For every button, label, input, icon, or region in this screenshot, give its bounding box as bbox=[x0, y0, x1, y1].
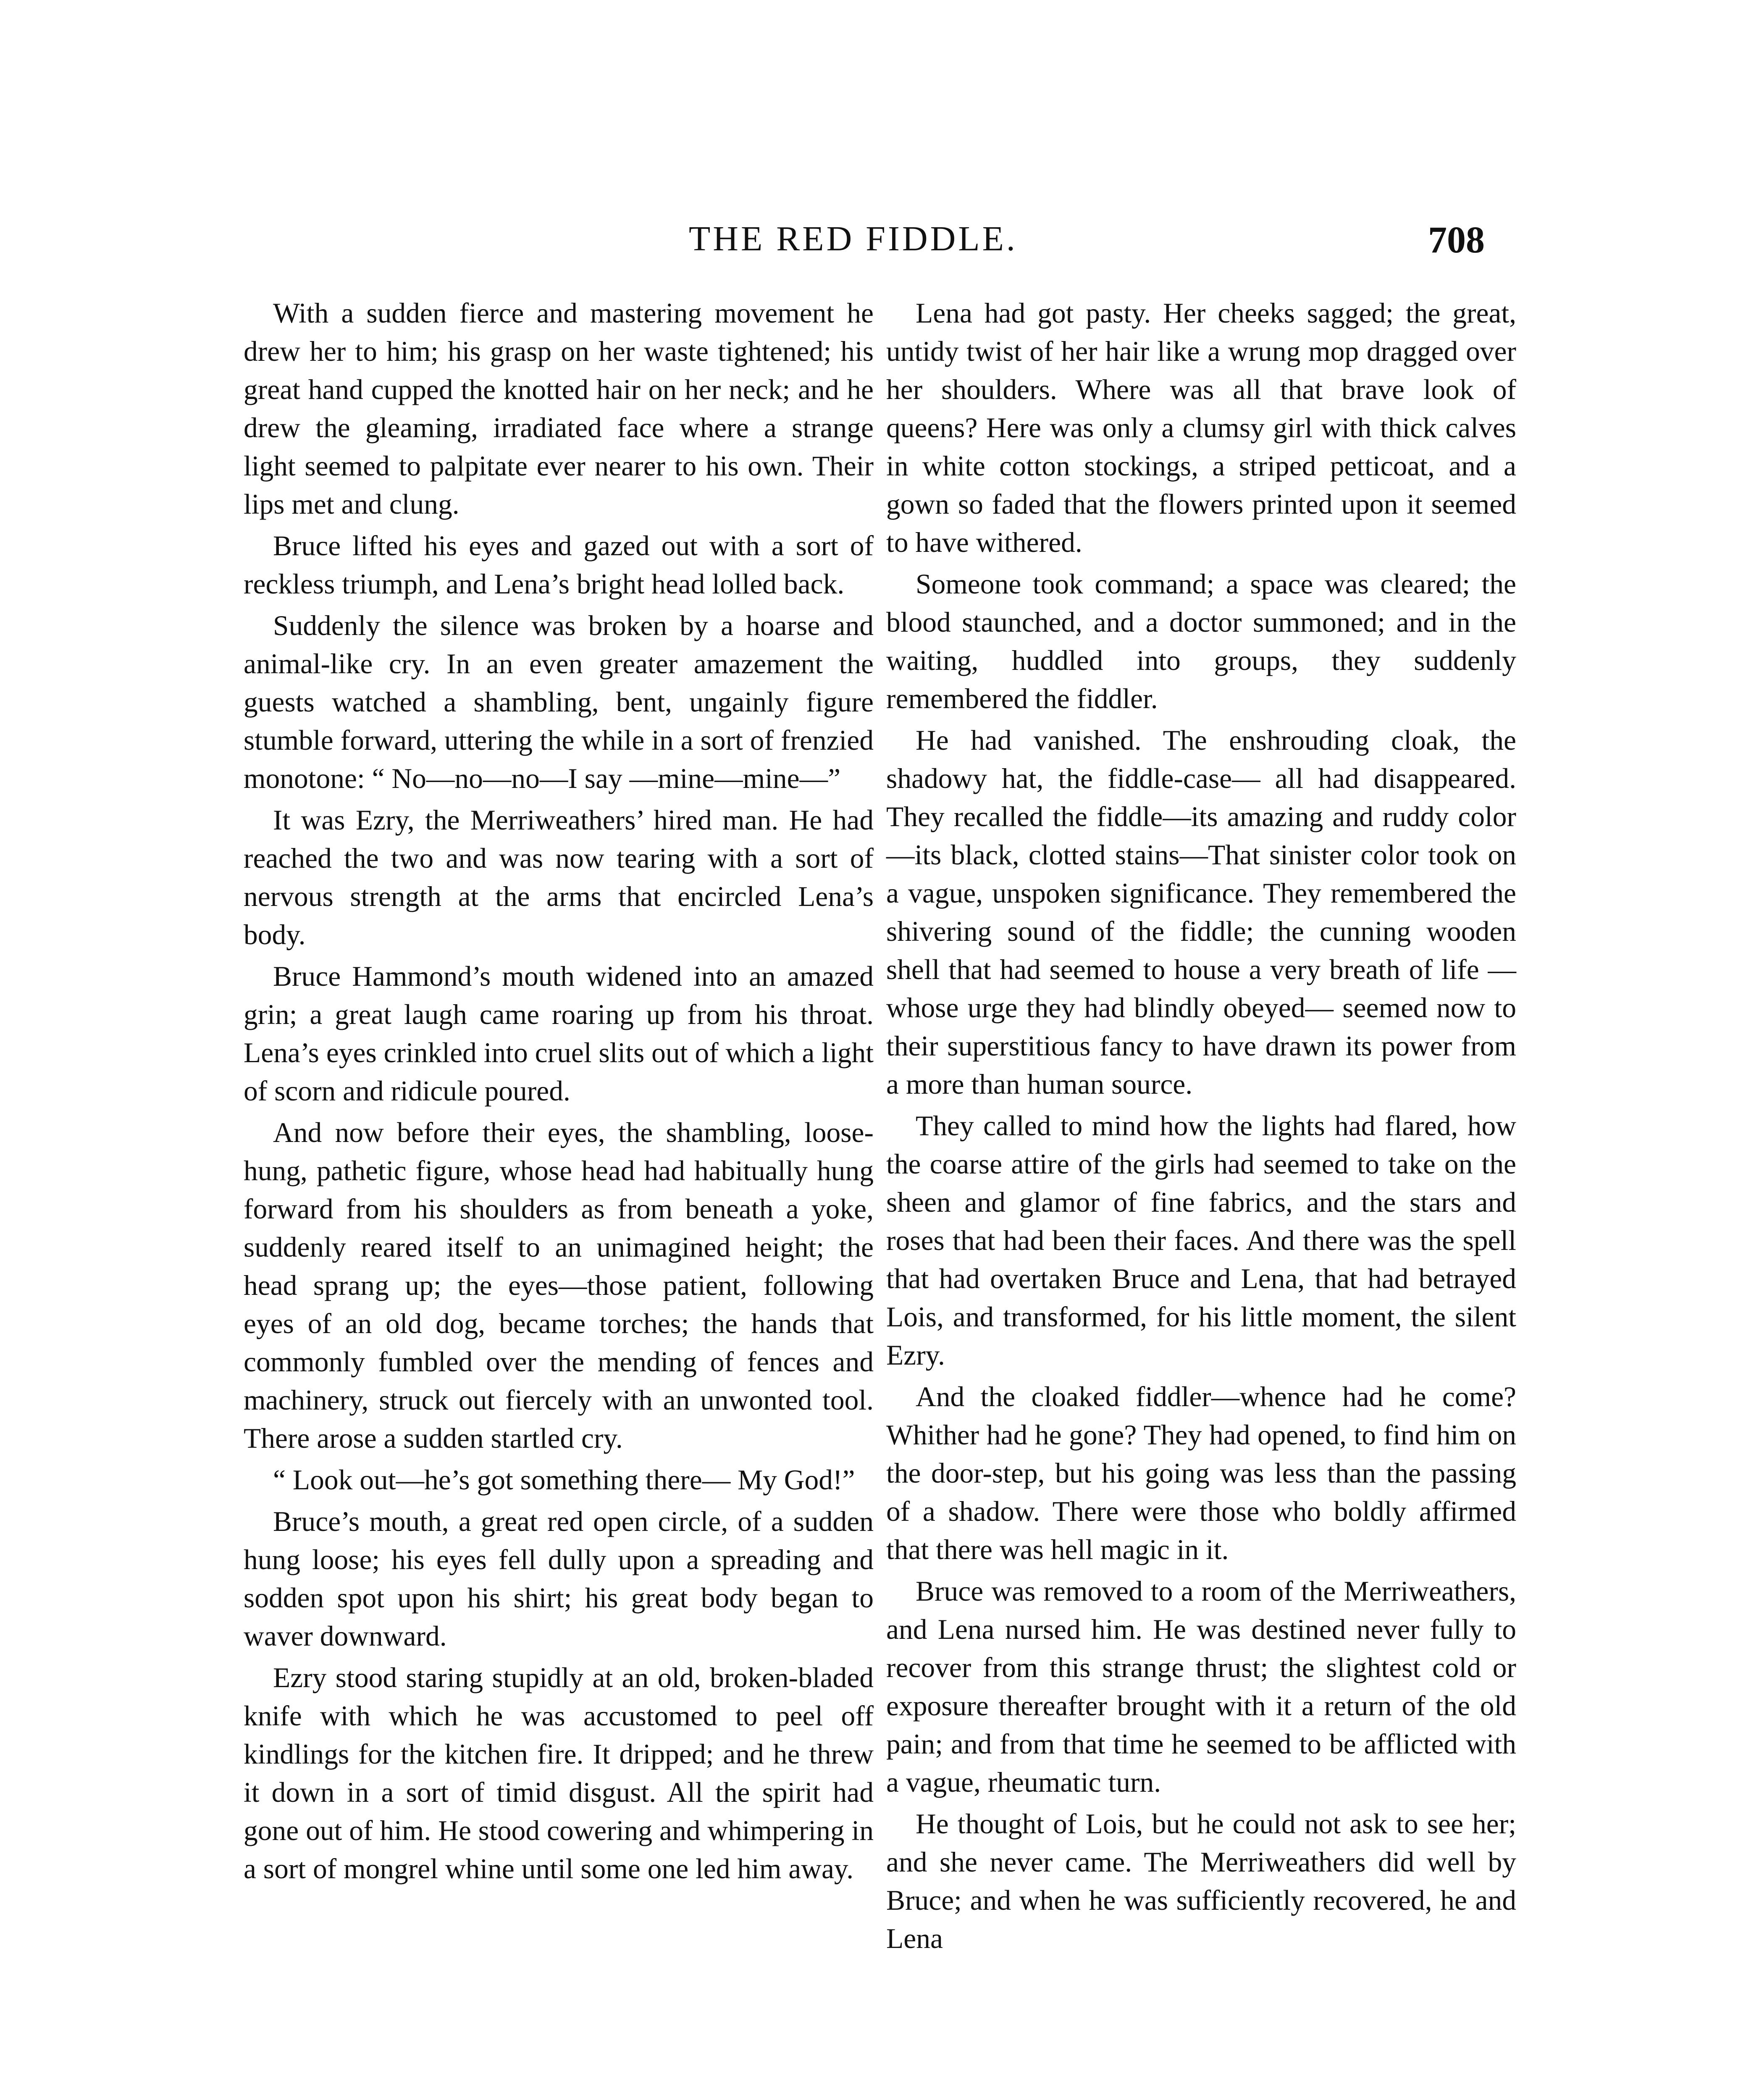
paragraph: He thought of Lois, but he could not ask to see her; and she never came. The Merriweathers did well by Bruce; and when he was sufficiently recovered, he and Lena bbox=[886, 1808, 1516, 1954]
paragraph: They called to mind how the lights had flared, how the coarse attire of the girls had seemed to take on the sheen and glamor of fine fabrics, and the stars and roses that had been their faces. And there was the spell that had overtaken Bruce and Lena, that had betrayed Lois, and transformed, for his little moment, the silent Ezry. bbox=[886, 1110, 1516, 1371]
paragraph: And now before their eyes, the shambling, loose-hung, pathetic figure, whose head had habitually hung forward from his shoulders as from beneath a yoke, suddenly reared itself to an unimagined height; the head sprang up; the eyes—those patient, following eyes of an old dog, became torches; the hands that commonly fumbled over the mending of fences and machinery, struck out fiercely with an unwonted tool. There arose a sudden startled cry. bbox=[244, 1117, 874, 1454]
paragraph: Bruce was removed to a room of the Merriweathers, and Lena nursed him. He was destined never fully to recover from this strange thrust; the slightest cold or exposure thereafter brought with it a return of the old pain; and from that time he seemed to be afflicted with a vague, rheumatic turn. bbox=[886, 1575, 1516, 1798]
paragraph: Ezry stood staring stupidly at an old, broken-bladed knife with which he was accustomed to peel off kindlings for the kitchen fire. It dripped; and he threw it down in a sort of timid disgust. All the spirit had gone out of him. He stood cowering and whimpering in a sort of mongrel whine until some one led him away. bbox=[244, 1662, 874, 1885]
right-column bbox=[886, 294, 1516, 1961]
paragraph: “ Look out—he’s got something there— My God!” bbox=[273, 1464, 855, 1496]
paragraph: Bruce Hammond’s mouth widened into an amazed grin; a great laugh came roaring up from his throat. Lena’s eyes crinkled into cruel slits out of which a light of scorn and ridicule poured. bbox=[244, 961, 874, 1107]
paragraph: Bruce lifted his eyes and gazed out with a sort of reckless triumph, and Lena’s bright head lolled back. bbox=[244, 530, 874, 600]
running-header bbox=[0, 218, 1738, 265]
paragraph: Suddenly the silence was broken by a hoarse and animal-like cry. In an even greater amazement the guests watched a shambling, bent, ungainly figure stumble forward, uttering the while in a sort of frenzied monotone: “ No—no—no—I say —mine—mine—” bbox=[244, 610, 874, 794]
paragraph: Bruce’s mouth, a great red open circle, of a sudden hung loose; his eyes fell dully upon a spreading and sodden spot upon his shirt; his great body began to waver downward. bbox=[244, 1506, 874, 1652]
paragraph: It was Ezry, the Merriweathers’ hired man. He had reached the two and was now tearing with a sort of nervous strength at the arms that encircled Lena’s body. bbox=[244, 804, 874, 950]
paragraph: Someone took command; a space was cleared; the blood staunched, and a doctor summoned; and in the waiting, huddled into groups, they suddenly remembered the fiddler. bbox=[886, 568, 1516, 714]
left-column bbox=[244, 294, 874, 1891]
running-title: THE RED FIDDLE. bbox=[689, 219, 1018, 258]
paragraph: And the cloaked fiddler—whence had he come? Whither had he gone? They had opened, to find him on the door-step, but his going was less than the passing of a shadow. There were those who boldly affirmed that there was hell magic in it. bbox=[886, 1381, 1516, 1565]
paragraph: Lena had got pasty. Her cheeks sagged; the great, untidy twist of her hair like a wrung mop dragged over her shoulders. Where was all that brave look of queens? Here was only a clumsy girl with thick calves in white cotton stockings, a striped petticoat, and a gown so faded that the flowers printed upon it seemed to have withered. bbox=[886, 297, 1516, 558]
page-number: 708 bbox=[1428, 219, 1485, 261]
paragraph: He had vanished. The enshrouding cloak, the shadowy hat, the fiddle-case— all had disappeared. They recalled the fiddle—its amazing and ruddy color—its black, clotted stains—That sinister color took on a vague, unspoken significance. They remembered the shivering sound of the fiddle; the cunning wooden shell that had seemed to house a very breath of life —whose urge they had blindly obeyed— seemed now to their superstitious fancy to have drawn its power from a more than human source. bbox=[886, 724, 1516, 1100]
paragraph: With a sudden fierce and mastering movement he drew her to him; his grasp on her waste tightened; his great hand cupped the knotted hair on her neck; and he drew the gleaming, irradiated face where a strange light seemed to palpitate ever nearer to his own. Their lips met and clung. bbox=[244, 297, 874, 520]
